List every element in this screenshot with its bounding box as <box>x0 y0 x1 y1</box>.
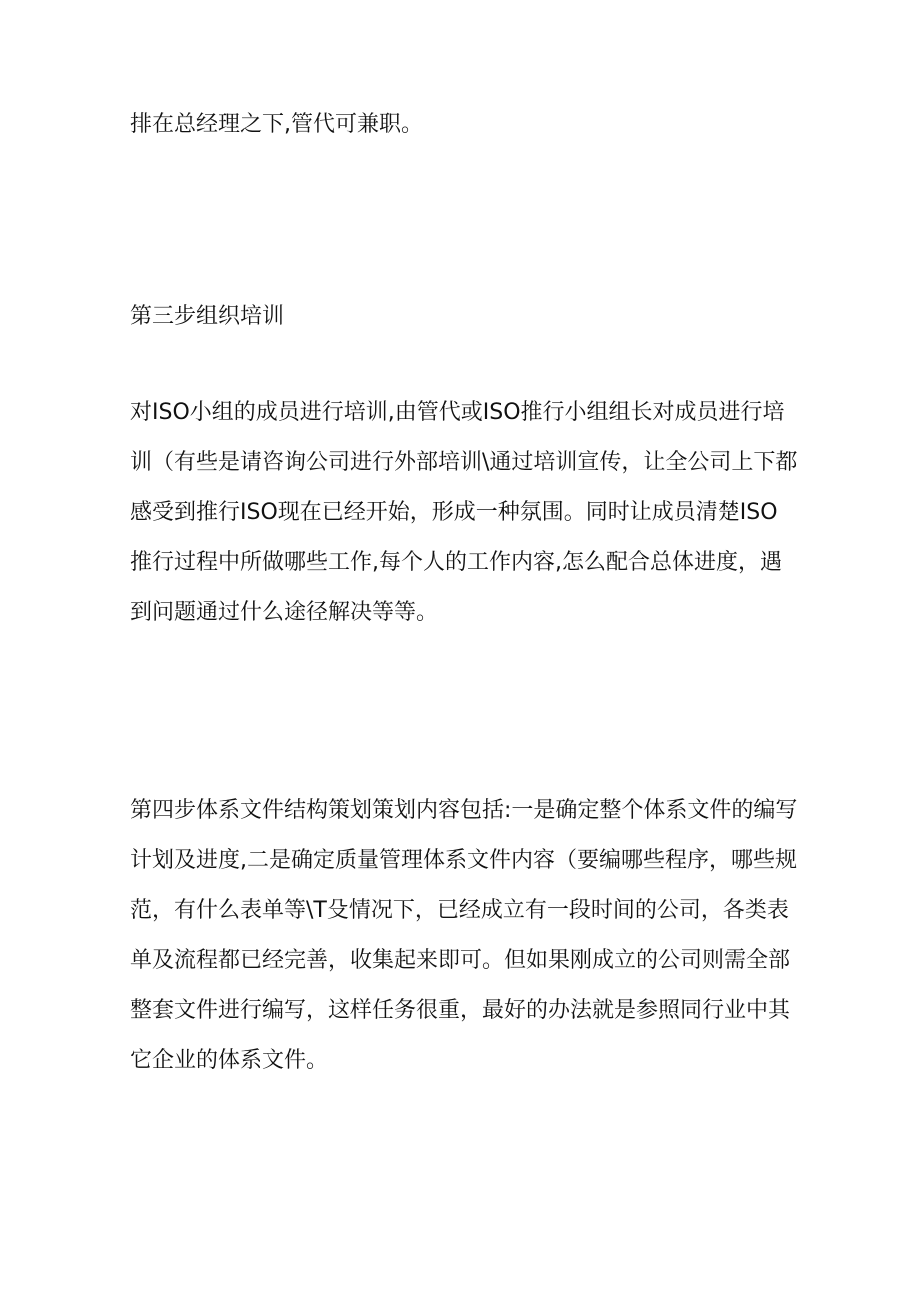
paragraph-manager-rep: 排在总经理之下,管代可兼职。 <box>130 112 423 137</box>
heading-step-three: 第三步组织培训 <box>130 304 285 329</box>
paragraph-step-four: 第四步体系文件结构策划策划内容包括:一是确定整个体系文件的编写计划及进度,二是确定质量管理体系文件内容（要编哪些程序，哪些规范，有什么表单等\T殳情况下，已经成立有一段时间的公司，各类表单及流程都已经完善，收集起来即可。但如果刚成立的公司则需全部整套文件进行编写，这样任务很重，最好的办法就是参照同行业中其它企业的体系文件。 <box>130 798 798 1073</box>
paragraph-training: 对ISO小组的成员进行培训,由管代或ISO推行小组组长对成员进行培训（有些是请咨询公司进行外部培训\通过培训宣传，让全公司上下都感受到推行ISO现在已经开始，形成一种氛围。同时让成员清楚ISO推行过程中所做哪些工作,每个人的工作内容,怎么配合总体进度，遇到问题通过什么途径解决等等。 <box>130 400 798 625</box>
